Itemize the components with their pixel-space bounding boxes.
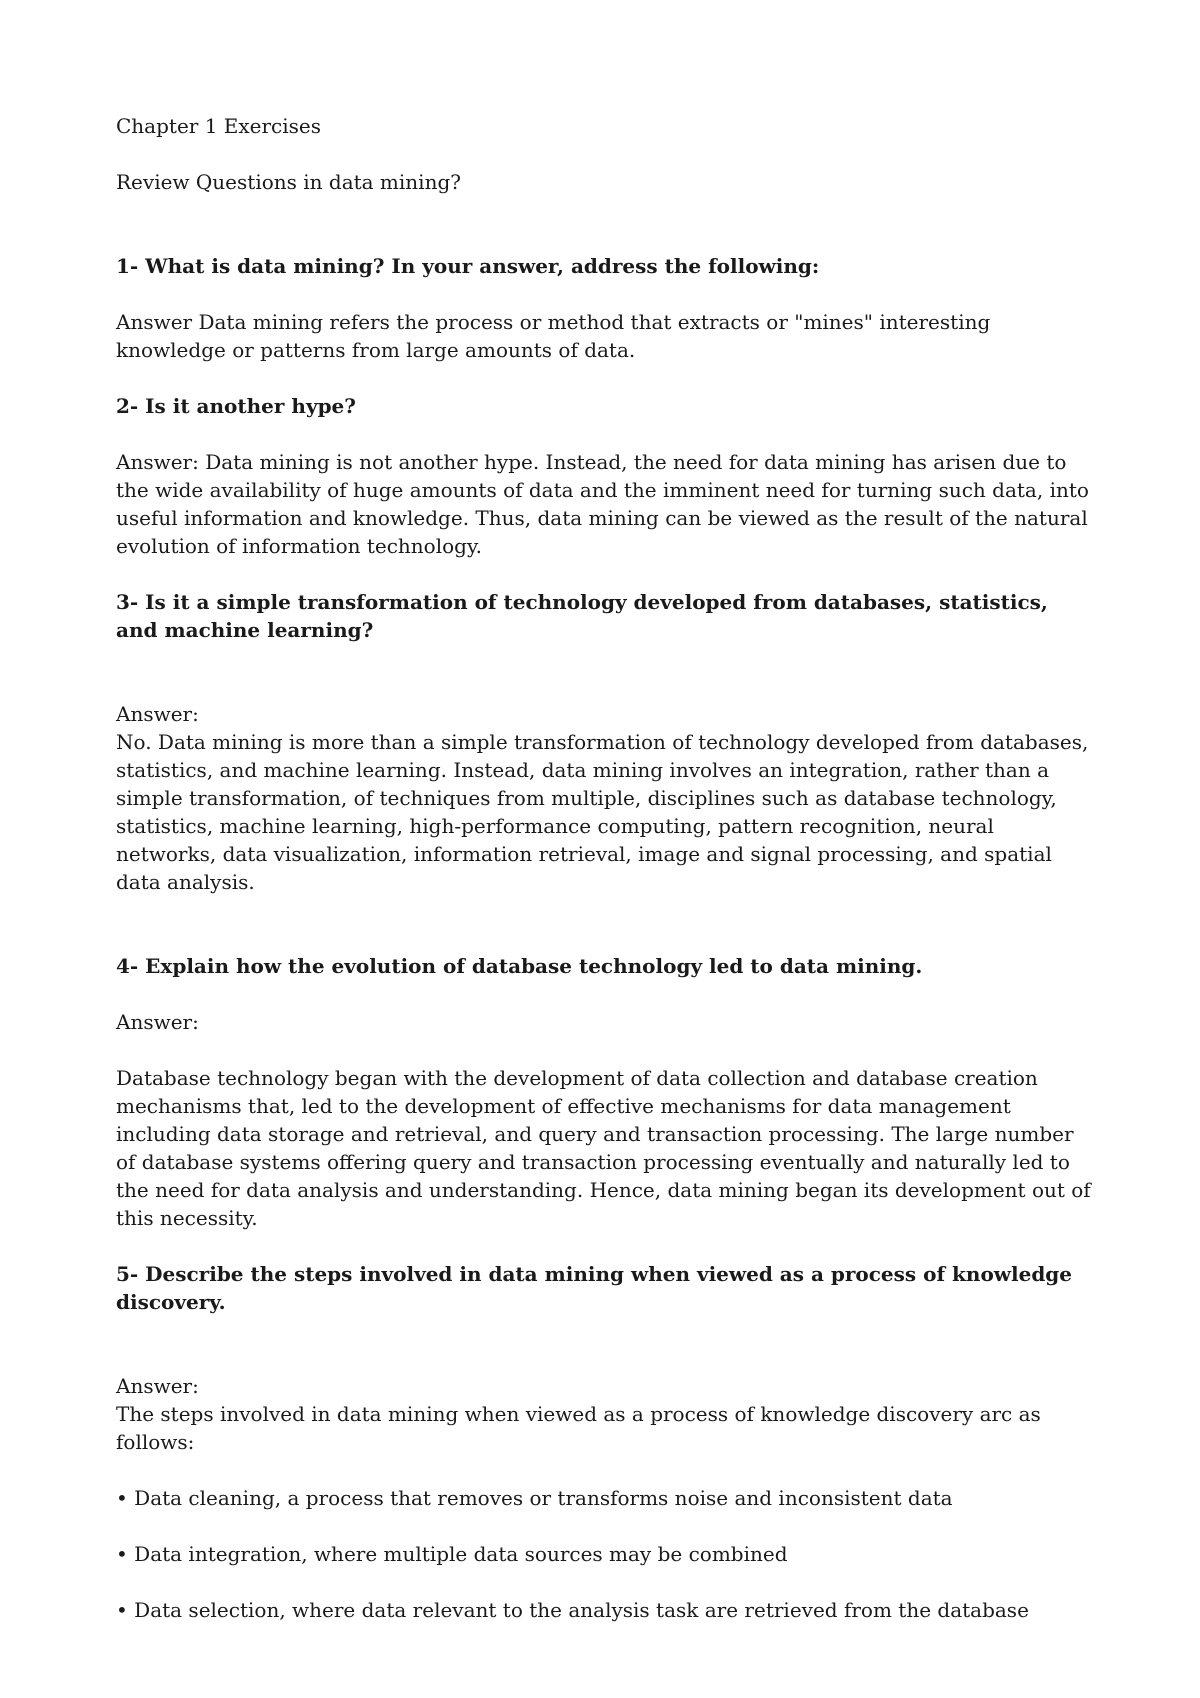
- question-4: 4- Explain how the evolution of database technology led to data mining.: [116, 954, 923, 978]
- question-1: 1- What is data mining? In your answer, address the following:: [116, 254, 820, 278]
- answer-4: Database technology began with the development of data collection and database creation mechanisms that, led to the development of effective mechanisms for data management including data storage and retrieval, and query and transaction processing. The large number of database systems offering query and transaction processing eventually and naturally led to the need for data analysis and understanding. Hence, data mining began its development out of this necessity.: [116, 1066, 1091, 1230]
- answer-4-label: Answer:: [116, 1010, 199, 1034]
- document-subtitle: Review Questions in data mining?: [116, 170, 461, 194]
- answer-3-label: Answer:: [116, 702, 199, 726]
- question-3: 3- Is it a simple transformation of technology developed from databases, statistics, and machine learning?: [116, 590, 1048, 642]
- answer-5-label: Answer:: [116, 1374, 199, 1398]
- question-2: 2- Is it another hype?: [116, 394, 356, 418]
- answer-1: Answer Data mining refers the process or method that extracts or "mines" interesting knowledge or patterns from large amounts of data.: [116, 310, 991, 362]
- list-item: • Data selection, where data relevant to the analysis task are retrieved from the database: [116, 1598, 1029, 1622]
- answer-5-intro: The steps involved in data mining when viewed as a process of knowledge discovery arc as follows:: [116, 1402, 1041, 1454]
- list-item: • Data cleaning, a process that removes or transforms noise and inconsistent data: [116, 1486, 953, 1510]
- document-page: [116, 112, 1096, 1652]
- answer-3: No. Data mining is more than a simple transformation of technology developed from databases, statistics, and machine learning. Instead, data mining involves an integration, rather than a simple transformation, of techniques from multiple, disciplines such as database technology, statistics, machine learning, high-performance computing, pattern recognition, neural networks, data visualization, information retrieval, image and signal processing, and spatial data analysis.: [116, 730, 1089, 894]
- document-title: Chapter 1 Exercises: [116, 114, 322, 138]
- answer-2: Answer: Data mining is not another hype. Instead, the need for data mining has arisen due to the wide availability of huge amounts of data and the imminent need for turning such data, into useful information and knowledge. Thus, data mining can be viewed as the result of the natural evolution of information technology.: [116, 450, 1089, 558]
- list-item: • Data integration, where multiple data sources may be combined: [116, 1542, 788, 1566]
- question-5: 5- Describe the steps involved in data mining when viewed as a process of knowledge discovery.: [116, 1262, 1073, 1314]
